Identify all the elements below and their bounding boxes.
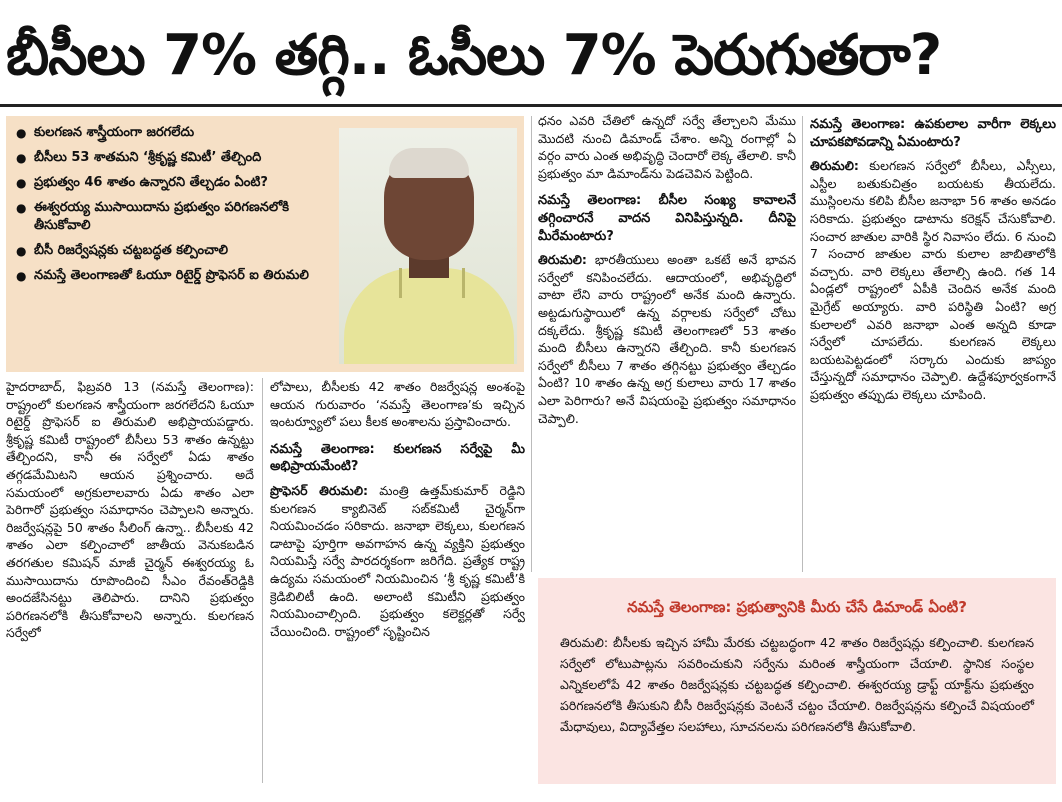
answer-text: కులగణన సర్వేలో బీసీలు, ఎస్సీలు, ఎస్టీల బతుకుచిత్రం బయటకు తీయలేదు. ముస్లింలను కలిపి బీసీల జనాభా 56 శాతం అనడం సరికాదు. ప్రభుత్వం డాటాను కరెక్షన్ చేసుకోవాలి. సంచార జాతుల వారికి స్థిర నివాసం లేదు. 6 నుంచి 7 సంచార జాతుల వారు కులాల జాబితాలోకి వచ్చారు. వారి లెక్కలు తేలాల్సి ఉంది. గత 14 ఏండ్లలో రాష్ట్రంలో ఏపీకి చెందిన అనేక మంది మైగ్రేట్ అయ్యారు. వారి పరిస్థితి ఏంటి? అగ్ర కులాలలో ఎవరి జనాభా ఎంత అన్నది కూడా సర్వేలో చూపలేదు. కులగణన లెక్కలు బయటపెట్టడంలో సర్కారు ఎందుకు జాప్యం చేస్తున్నదో సమాధానం చెప్పాలి. ఉద్దేశపూర్వకంగానే ప్రభుత్వం తప్పుడు లెక్కలు చూపింది.	[810, 158, 1056, 402]
qa-box-body	[538, 632, 1056, 737]
highlights-list	[6, 116, 334, 285]
answer-text: మంత్రి ఉత్తమ్‌కుమార్ రెడ్డిని కులగణన క్యాబినెట్ సబ్‌కమిటీ చైర్మన్‌గా నియమించడం సరికాదు. జనాభా లెక్కలు, కులగణన డాటాపై పూర్తిగా అవగాహన ఉన్న వ్యక్తిని ప్రభుత్వం నియమిస్తే సర్వే పారదర్శకంగా జరిగేది. ప్రత్యేక రాష్ట్ర ఉద్యమ సమయంలో నియమించిన ‘శ్రీ కృష్ణ కమిటీ’కి క్రెడిబిలిటీ ఉంది. అలాంటి కమిటీని ప్రభుత్వం నియమించాల్సింది. ప్రభుత్వం కలెక్టర్లతో సర్వే చేయించింది. రాష్ట్రంలో సృష్టించిన	[270, 482, 525, 639]
answer-label: ప్రొఫెసర్ తిరుమలి:	[270, 482, 369, 498]
highlight-item: ● ప్రభుత్వం 46 శాతం ఉన్నారని తేల్చడం ఏంటి?	[14, 174, 334, 192]
article-paragraph: హైదరాబాద్, ఫిబ్రవరి 13 (నమస్తే తెలంగాణ): రాష్ట్రంలో కులగణన శాస్త్రీయంగా జరగలేదని ఓయూ రిటైర్డ్ ప్రొఫెసర్ ఐ తిరుమలి అభిప్రాయపడ్డారు. శ్రీకృష్ణ కమిటీ రాష్ట్రంలో బీసీలు 53 శాతం ఉన్నట్టు తేల్చిందని, కానీ ఈ సర్వేలో ఏడు శాతం తగ్గడమేమిటని ఆయన ప్రశ్నించారు. అదే సమయంలో అగ్రకులాలవారు ఏడు శాతం ఎలా పెరిగారో ప్రభుత్వం సమాధానం చెప్పాలని అన్నారు. రిజర్వేషన్లపై 50 శాతం సీలింగ్ ఉన్నా.. బీసీలకు 42 శాతం ఎలా కల్పించాలో జాతీయ వెనుకబడిన తరగతుల కమిషన్ మాజీ చైర్మన్ ఈశ్వరయ్య ఓ ముసాయిదాను రూపొందించి సీఎం రేవంత్‌రెడ్డికి అందజేసినట్టు తెలిపారు. దానిని ప్రభుత్వం పరిగణనలోకి తీసుకోవాలని అన్నారు. కులగణన సర్వేలో	[6, 379, 254, 641]
answer-label: తిరుమలి:	[810, 158, 859, 174]
article-column-2	[270, 378, 525, 788]
highlight-item: ● బీసీ రిజర్వేషన్లకు చట్టబద్ధత కల్పించాలి	[14, 242, 334, 260]
article-column-4	[810, 112, 1056, 574]
highlight-item: ● కులగణన శాస్త్రీయంగా జరగలేదు	[14, 124, 334, 142]
answer-text: బీసీలకు ఇచ్చిన హామీ మేరకు చట్టబద్ధంగా 42 శాతం రిజర్వేషన్లు కల్పించాలి. కులగణన సర్వేలో లోటుపాట్లను సవరించుకుని సర్వేను మరింత శాస్త్రీయంగా చేయాలి. స్థానిక సంస్థల ఎన్నికలలోపే 42 శాతం రిజర్వేషన్లకు చట్టబద్ధత కల్పించాలి. ఈశ్వరయ్య డ్రాఫ్ట్ యాక్ట్‌ను ప్రభుత్వం పరిగణనలోకి తీసుకుని బీసీ రిజర్వేషన్లకు వెంటనే చట్టం చేయాలి. రిజర్వేషన్లను కల్పించే విషయంలో మేధావులు, విద్యావేత్తల సలహాలు, సూచనలను పరిగణనలోకి తీసుకోవాలి.	[560, 635, 1034, 734]
highlight-item: ● బీసీలు 53 శాతమని ‘శ్రీకృష్ణ కమిటీ’ తేల్చింది	[14, 149, 334, 167]
column-divider	[802, 116, 803, 572]
answer-label: తిరుమలి:	[538, 252, 587, 268]
article-paragraph: ధనం ఎవరి చేతిలో ఉన్నదో సర్వే తేల్చాలని మేము మొదటి నుంచి డిమాండ్ చేశాం. అన్ని రంగాల్లో ఏ వర్గం వారు ఎంత అభివృద్ధి చెందారో లెక్క తేలాలి. కానీ ప్రభుత్వం మా డిమాండ్‌ను పెడచెవిన పెట్టింది.	[538, 113, 796, 181]
interview-question: నమస్తే తెలంగాణ: బీసీల సంఖ్య కావాలనే తగ్గించారనే వాదన వినిపిస్తున్నది. దీనిపై మీరేమంటారు?	[538, 193, 796, 244]
highlights-box	[6, 116, 524, 372]
headline: బీసీలు 7% తగ్గి.. ఓసీలు 7% పెరుగుతరా?	[6, 23, 942, 88]
qa-box-title: నమస్తే తెలంగాణ: ప్రభుత్వానికి మీరు చేసే డిమాండ్ ఏంటి?	[627, 598, 967, 616]
interview-answer	[810, 157, 1056, 403]
interview-answer	[538, 251, 796, 427]
column-divider	[531, 116, 532, 572]
answer-label: తిరుమలి:	[560, 635, 609, 650]
interview-question: నమస్తే తెలంగాణ: కులగణన సర్వేపై మీ అభిప్రాయమేంటి?	[270, 441, 525, 475]
headline-rule	[0, 104, 1062, 107]
answer-text: భారతీయులు అంతా ఒకటే అనే భావన సర్వేలో కనిపించలేదు. ఆదాయంలో, అభివృద్ధిలో వాటా లేని వారు రాష్ట్రంలో అనేక మంది ఉన్నారు. అట్టడుగుస్థాయిలో ఉన్న వర్గాలకు సర్వేలో చోటు దక్కలేదు. శ్రీకృష్ణ కమిటీ తెలంగాణలో 53 శాతం మంది బీసీలు ఉన్నారని తేల్చింది. కానీ కులగణన సర్వేలో బీసీలు 7 శాతం తగ్గినట్టు ప్రభుత్వం తేల్చడం ఏంటి? 10 శాతం ఉన్న అగ్ర కులాలు వారు 17 శాతం ఎలా పెరిగారు? అనే విషయంపై ప్రభుత్వం సమాధానం చెప్పాలి.	[538, 252, 796, 426]
demand-qa-box	[538, 578, 1056, 784]
highlight-item: ● నమస్తే తెలంగాణతో ఓయూ రిటైర్డ్ ప్రొఫెసర్ ఐ తిరుమలి	[14, 267, 334, 285]
interview-answer	[270, 482, 525, 640]
article-column-3	[538, 112, 796, 574]
column-divider	[262, 378, 263, 783]
interview-question: నమస్తే తెలంగాణ: ఉపకులాల వారీగా లెక్కలు చూపకపోవడాన్ని ఏమంటారు?	[810, 117, 1056, 150]
article-paragraph: లోపాలు, బీసీలకు 42 శాతం రిజర్వేషన్ల అంశంపై ఆయన గురువారం ‘నమస్తే తెలంగాణ’కు ఇచ్చిన ఇంటర్వ్యూలో పలు కీలక అంశాలను ప్రస్తావించారు.	[270, 379, 525, 430]
highlight-item: ● ఈశ్వరయ్య ముసాయిదాను ప్రభుత్వం పరిగణనలోకి తీసుకోవాలి	[14, 199, 334, 235]
portrait-photo	[339, 128, 517, 364]
article-column-1	[6, 378, 254, 788]
